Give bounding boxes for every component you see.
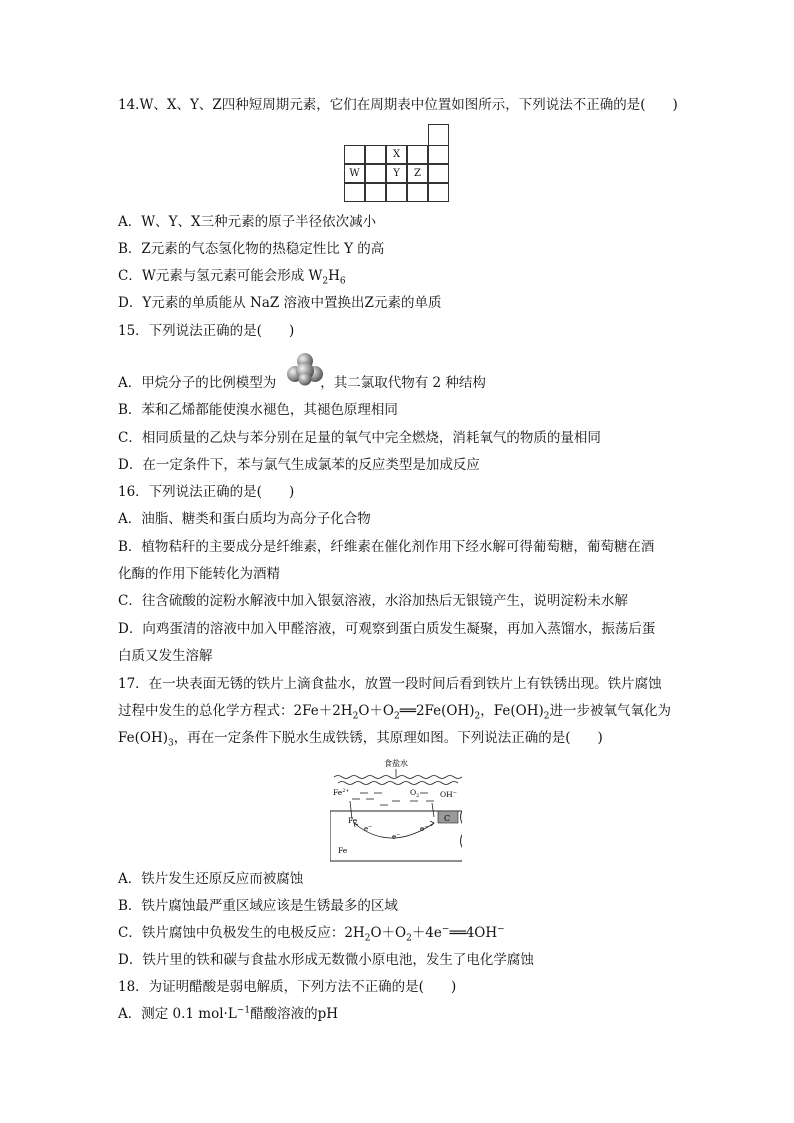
electron-label: e−	[364, 824, 373, 833]
table-cell	[428, 164, 449, 183]
q14-option-a: A．W、Y、X三种元素的原子半径依次减小	[118, 214, 377, 230]
q16-option-b-line1: B．植物秸秆的主要成分是纤维素，纤维素在催化剂作用下经水解可得葡萄糖，葡萄糖在酒	[118, 539, 655, 555]
table-cell	[344, 183, 365, 202]
q17-option-b: B．铁片腐蚀最严重区域应该是生锈最多的区域	[118, 898, 398, 914]
q16-option-d-line1: D．向鸡蛋清的溶液中加入甲醛溶液，可观察到蛋白质发生凝聚，再加入蒸馏水，振荡后蛋	[118, 621, 656, 637]
fe-anode-label: Fe	[348, 816, 358, 825]
q18-option-a: A．测定 0.1 $mol\cdot L^{-1}$醋酸溶液的pH	[118, 1005, 339, 1022]
table-cell	[365, 145, 386, 164]
q17-stem-line2: 过程中发生的总化学方程式：$2Fe+2H_2O+O_2══2Fe(OH)_2$，$Fe(OH)_2$进一步被氧气氧化为	[118, 703, 671, 722]
table-cell	[344, 145, 365, 164]
electron-label: e−	[420, 824, 429, 833]
oh-label: OH−	[440, 790, 457, 799]
carbon-label: C	[444, 814, 451, 823]
q14-option-d: D．Y元素的单质能从 NaZ 溶液中置换出Z元素的单质	[118, 295, 442, 311]
table-cell-z: Z	[407, 164, 428, 183]
table-cell-y: Y	[386, 164, 407, 183]
table-cell	[386, 183, 407, 202]
q18-stem: 18．为证明醋酸是弱电解质，下列方法不正确的是( )	[118, 979, 457, 995]
q15-stem: 15．下列说法正确的是( )	[118, 323, 295, 339]
table-cell	[407, 183, 428, 202]
q14-option-b: B．Z元素的气态氢化物的热稳定性比 Y 的高	[118, 241, 385, 257]
q16-stem: 16．下列说法正确的是( )	[118, 484, 295, 500]
q14-stem: 14.W、X、Y、Z四种短周期元素，它们在周期表中位置如图所示，下列说法不正确的是( )	[118, 97, 678, 113]
iron-corrosion-diagram	[330, 757, 462, 863]
q14-option-c: C．W元素与氢元素可能会形成 $W_2H_6$	[118, 268, 346, 287]
q17-option-a: A．铁片发生还原反应而被腐蚀	[118, 871, 304, 887]
q15-option-d: D．在一定条件下，苯与氯气生成氯苯的反应类型是加成反应	[118, 457, 480, 473]
table-cell	[428, 124, 449, 146]
table-cell-x: X	[386, 145, 407, 164]
fe2-label: $Fe^{2+}$	[333, 788, 350, 797]
q17-option-c: C．铁片腐蚀中负极发生的电极反应：$2H_2O+O_2+4e^-══4OH^-$	[118, 924, 505, 944]
q15-option-a: A．甲烷分子的比例模型为 ，其二氯取代物有 2 种结构	[118, 375, 486, 391]
table-cell	[428, 145, 449, 164]
table-cell	[365, 183, 386, 202]
o2-label: $O_2$	[410, 788, 420, 799]
q15-option-b: B．苯和乙烯都能使溴水褪色，其褪色原理相同	[118, 402, 398, 418]
q16-option-c: C．往含硫酸的淀粉水解液中加入银氨溶液，水浴加热后无银镜产生，说明淀粉未水解	[118, 593, 628, 609]
q16-option-d-line2: 白质又发生溶解	[118, 648, 213, 664]
table-cell	[365, 164, 386, 183]
q16-option-b-line2: 化酶的作用下能转化为酒精	[118, 566, 280, 582]
q17-option-d: D．铁片里的铁和碳与食盐水形成无数微小原电池，发生了电化学腐蚀	[118, 952, 534, 968]
q17-stem-line1: 17．在一块表面无锈的铁片上滴食盐水，放置一段时间后看到铁片上有铁锈出现。铁片腐蚀	[118, 676, 662, 692]
fe-plate-label: Fe	[338, 846, 348, 855]
q17-stem-line3: $Fe(OH)_3$，再在一定条件下脱水生成铁锈，其原理如图。下列说法正确的是( )	[118, 730, 603, 749]
q16-option-a: A．油脂、糖类和蛋白质均为高分子化合物	[118, 511, 371, 527]
q15-option-c: C．相同质量的乙炔与苯分别在足量的氧气中完全燃烧，消耗氧气的物质的量相同	[118, 430, 601, 446]
electron-label: e−	[392, 832, 401, 841]
salt-water-label: 食盐水	[384, 759, 408, 768]
table-cell-w: W	[344, 164, 365, 183]
table-cell	[407, 145, 428, 164]
table-cell	[428, 183, 449, 202]
